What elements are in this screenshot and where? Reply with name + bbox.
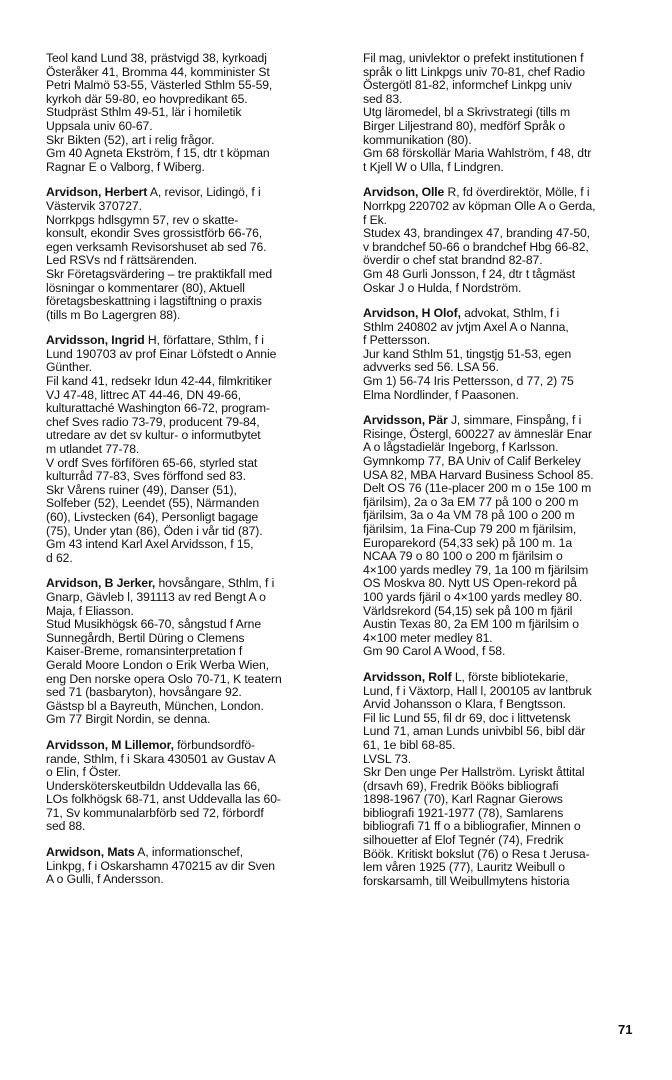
entry-surname: Arvidson, (363, 185, 419, 200)
entry-body: Gnarp, Gävleb l, 391113 av red Bengt A o Maja, f Eliasson. Stud Musikhögsk 66-70, sångstud f Arne Sunnegårdh, Bertil Düring o Clemens Kaiser-Breme, romansinterpretation f Gerald Moore London o Erik Werba Wien, eng Den norske opera Oslo 70-71, K teatern sed 71 (basbaryton), hovsångare 92. Gästsp bl a Bayreuth, München, London. Gm 77 Birgit Nordin, se denna. (46, 589, 282, 727)
entry-headline: hovsångare, Sthlm, f i (155, 576, 275, 591)
entry-continuation (46, 52, 344, 174)
entry-body: rande, Sthlm, f i Skara 430501 av Gustav A o Elin, f Öster. Undersköterskeutbildn Uddevalla las 66, LOs folkhögsk 68-71, anst Uddevalla las 60- 71, Sv kommunalarbförb sed 72, förbordf sed 88. (46, 751, 281, 834)
entry-body: Västervik 370727. Norrkpgs hdlsgymn 57, rev o skatte- konsult, ekondir Sves grossistförb 66-76, egen verksamh Revisorshuset ab sed 76. Led RSVs nd f rättsärenden. Skr Företagsvärdering – tre praktikfall med lösningar o kommentarer (80), Aktuell företagsbeskattning i lagstiftning o praxis (tills m Bo Lagergren 88). (46, 198, 273, 322)
right-column (363, 52, 661, 900)
left-column (46, 52, 344, 899)
entry-given-name: M Lillemor, (111, 737, 174, 752)
entry-arvidsson-rolf (363, 671, 661, 889)
entry-surname: Arwidson, (46, 845, 105, 860)
entry-body: Lund 190703 av prof Einar Löfstedt o Annie Günther. Fil kand 41, redsekr Idun 42-44, filmkritiker VJ 47-48, littrec AT 44-46, DN 49-66, kulturattaché Washington 66-72, program- chef Sves radio 73-79, producent 79-84, utredare av det sv kultur- o informutbytet m utlandet 77-78. V ordf Sves förfífören 65-66, styrled stat kulturråd 77-83, Sves förffond sed 83. Skr Vårens ruiner (49), Danser (51), Solfeber (52), Leendet (55), Närmanden (60), Livstecken (64), Personligt bagage (75), Under ytan (86), Öden i vår tid (87). Gm 43 intend Karl Axel Arvidsson, f 15, d 62. (46, 346, 277, 565)
entry-surname: Arvidson, (46, 576, 102, 591)
entry-body: Norrkpg 220702 av köpman Olle A o Gerda, f Ek. Studex 43, brandingex 47, branding 47-50, v brandchef 50-66 o brandchef Hbg 66-82, överdir o chef stat brandnd 82-87. Gm 48 Gurli Jonsson, f 24, dtr t tågmäst Oskar J o Hulda, f Nordström. (363, 198, 596, 295)
entry-headline: L, förste bibliotekarie, (451, 669, 569, 684)
entry-surname: Arvidsson, (46, 333, 108, 348)
entry-body: Lund, f i Växtorp, Hall l, 200105 av lantbruk Arvid Johansson o Klara, f Bengtsson. Fil lic Lund 55, fil dr 69, doc i littvetensk Lund 71, aman Lunds univbibl 56, bibl där 61, 1e bibl 68-85. LVSL 73. Skr Den unge Per Hallström. Lyriskt åttital (drsavh 69), Fredrik Bööks bibliografi 1898-1967 (70), Karl Ragnar Gierows bibliografi 1921-1977 (78), Samlarens bibliografi 71 ff o a bibliografier, Minnen o silhouetter af Elof Tegnér (74), Fredrik Böök. Kritiskt bokslut (76) o Resa t Jerusa- lem våren 1925 (77), Lauritz Weibull o forskarsamh, till Weibullmytens historia (363, 683, 592, 888)
entry-surname: Arvidsson, (46, 737, 108, 752)
entry-given-name: Mats (107, 845, 135, 860)
entry-headline: J, simmare, Finspång, f i (447, 413, 582, 428)
entry-headline: R, fd överdirektör, Mölle, f i (444, 185, 590, 200)
entry-arvidsson-par (363, 414, 661, 659)
entry-headline: förbundsordfö- (173, 737, 256, 752)
entry-body: Fil mag, univlektor o prefekt institutionen f språk o litt Linkpgs univ 70-81, chef Radio Östergötl 81-82, informchef Linkpg univ sed 83. Utg läromedel, bl a Skrivstrategi (tills m Birger Liljestrand 80), medförf Språk o kommunikation (80). Gm 68 förskollär Maria Wahlström, f 48, dtr t Kjell W o Ulla, f Lindgren. (363, 51, 592, 174)
entry-surname: Arvidson, (46, 185, 102, 200)
entry-given-name: Olle (421, 185, 445, 200)
entry-continuation (363, 52, 661, 174)
entry-given-name: B Jerker, (104, 576, 156, 591)
entry-arvidson-jerker (46, 577, 344, 727)
entry-given-name: Herbert (104, 185, 148, 200)
entry-given-name: Pär (428, 413, 448, 428)
entry-surname: Arvidson, (363, 306, 419, 321)
entry-given-name: Ingrid (111, 333, 145, 348)
entry-arvidsson-lillemor (46, 739, 344, 834)
entry-headline: H, författare, Sthlm, f i (144, 333, 264, 348)
entry-arvidson-olof (363, 307, 661, 402)
entry-headline: advokat, Sthlm, f i (460, 306, 560, 321)
entry-given-name: H Olof, (421, 306, 461, 321)
entry-arwidson-mats (46, 846, 344, 887)
entry-arvidson-herbert (46, 186, 344, 322)
entry-body: Risinge, Östergl, 600227 av ämneslär Enar A o lågstadielär Ingeborg, f Karlsson. Gymnkomp 77, BA Univ of Calif Berkeley USA 82, MBA Harvard Business School 85. Delt OS 76 (11e-placer 200 m o 15e 100 m fjärilsim), 2a o 3a EM 77 på 100 o 200 m fjärilsim, 3a o 4a VM 78 på 100 o 200 m fjärilsim, 1a Fina-Cup 79 200 m fjärilsim, Europarekord (54,33 sek) på 100 m. 1a NCAA 79 o 80 100 o 200 m fjärilsim o 4×100 yards medley 79, 1a 100 m fjärilsim OS Moskva 80. Nytt US Open-rekord på 100 yards fjäril o 4×100 yards medley 80. Världsrekord (54,15) sek på 100 m fjäril Austin Texas 80, 2a EM 100 m fjärilsim o 4×100 meter medley 81. Gm 90 Carol A Wood, f 58. (363, 426, 594, 659)
entry-given-name: Rolf (428, 669, 452, 684)
entry-body: Linkpg, f i Oskarshamn 470215 av dir Sven A o Gulli, f Andersson. (46, 858, 275, 887)
entry-arvidson-olle (363, 186, 661, 295)
entry-arvidsson-ingrid (46, 334, 344, 565)
entry-headline: A, revisor, Lidingö, f i (147, 185, 261, 200)
entry-body: Teol kand Lund 38, prästvigd 38, kyrkoadj Österåker 41, Bromma 44, komminister St Petri Malmö 53-55, Västerled Sthlm 55-59, kyrkoh där 59-80, eo hovpredikant 65. Studpräst Sthlm 49-51, lär i homiletik Uppsala univ 60-67. Skr Bikten (52), art i relig frågor. Gm 40 Agneta Ekström, f 15, dtr t köpman Ragnar E o Valborg, f Wiberg. (46, 51, 273, 174)
entry-body: Sthlm 240802 av jvtjm Axel A o Nanna, f Pettersson. Jur kand Sthlm 51, tingstjg 51-53, egen advverks sed 56. LSA 56. Gm 1) 56-74 Iris Pettersson, d 77, 2) 75 Elma Nordlinder, f Paasonen. (363, 319, 574, 402)
entry-headline: A, informationschef, (134, 845, 244, 860)
entry-surname: Arvidsson, (363, 669, 425, 684)
page-number: 71 (618, 1022, 633, 1037)
entry-surname: Arvidsson, (363, 413, 425, 428)
